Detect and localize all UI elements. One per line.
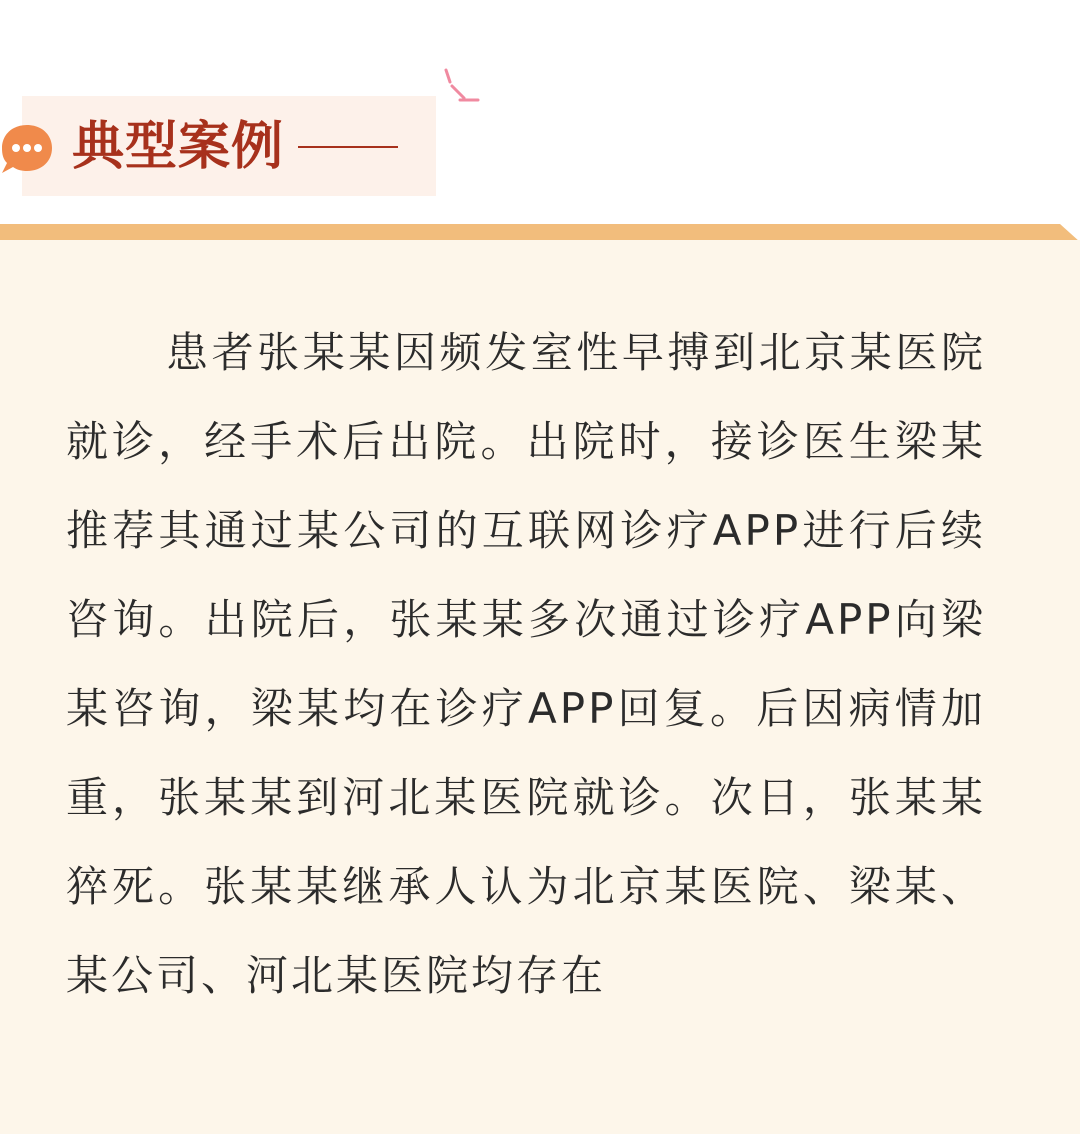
case-paragraph: 患者张某某因频发室性早搏到北京某医院就诊，经手术后出院。出院时，接诊医生梁某推荐其通过某公司的互联网诊疗APP进行后续咨询。出院后，张某某多次通过诊疗APP向梁某咨询，梁某均在诊疗APP回复。后因病情加重，张某某到河北某医院就诊。次日，张某某猝死。张某某继承人认为北京某医院、梁某、某公司、河北某医院均存在 <box>66 328 986 1000</box>
title-rule-divider <box>298 146 398 148</box>
section-title: 典型案例 <box>72 117 285 177</box>
chat-bubble-icon <box>0 121 54 177</box>
spark-lines-icon <box>440 66 484 110</box>
